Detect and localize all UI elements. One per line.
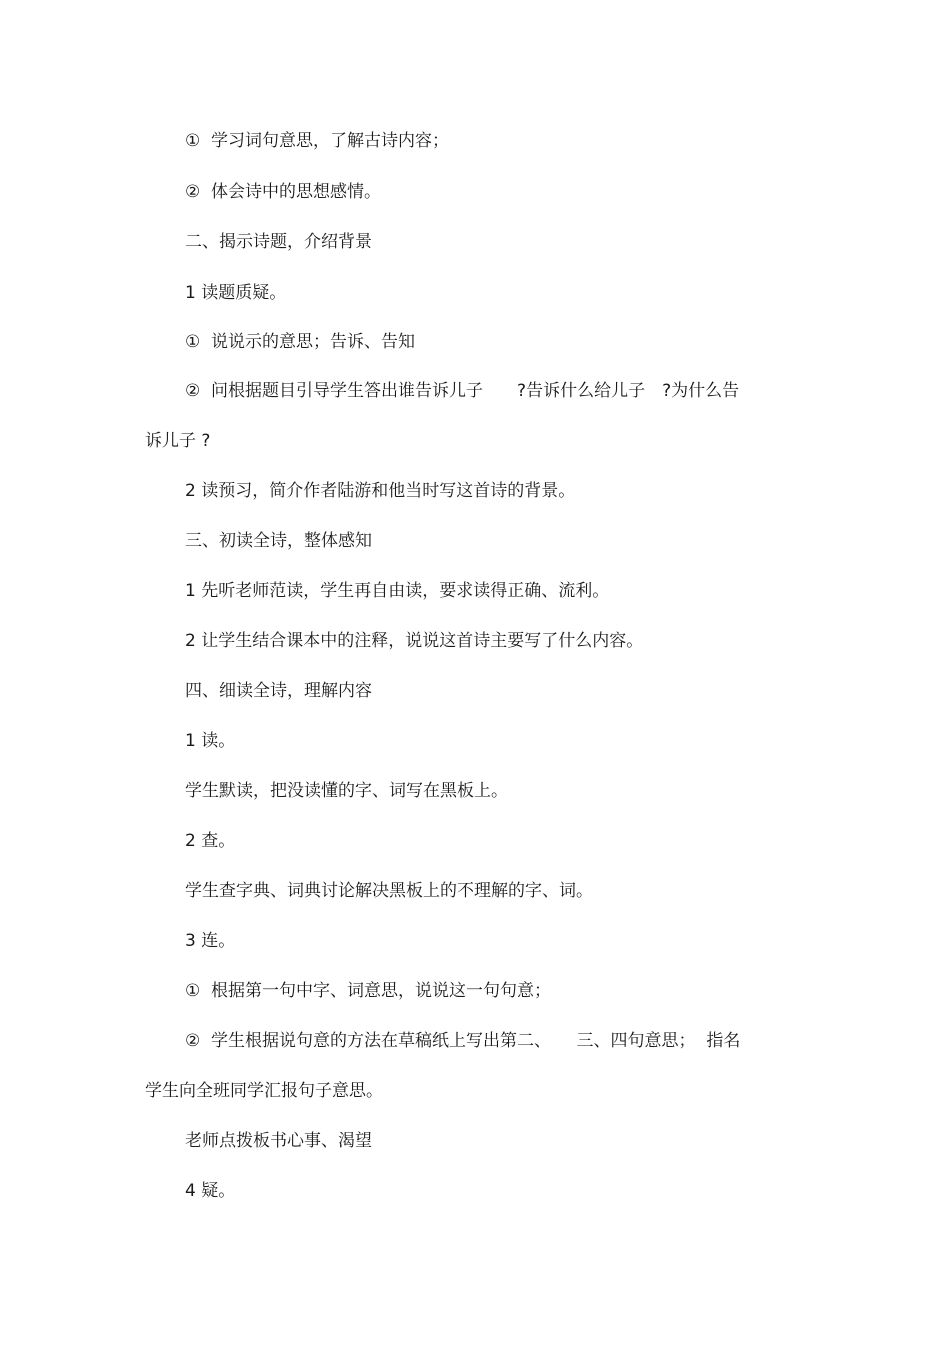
step-4-question: 4 疑。 [185, 1181, 236, 1201]
step-read-title: 1 读题质疑。 [185, 283, 287, 303]
step-preview: 2 读预习，简介作者陆游和他当时写这首诗的背景。 [185, 481, 576, 501]
section-heading-3: 三、初读全诗，整体感知 [185, 531, 372, 551]
section-heading-4: 四、细读全诗，理解内容 [185, 681, 372, 701]
objective-2: ② 体会诗中的思想感情。 [185, 182, 382, 202]
step-2-check: 2 查。 [185, 831, 236, 851]
step-read-title-item-2: ② 问根据题目引导学生答出谁告诉儿子 ?告诉什么给儿子 ?为什么告 [185, 381, 740, 401]
teacher-note: 老师点拨板书心事、渴望 [185, 1131, 372, 1151]
objective-1: ① 学习词句意思，了解古诗内容； [185, 131, 450, 151]
step-3-connect: 3 连。 [185, 931, 236, 951]
step-1-read-detail: 学生默读，把没读懂的字、词写在黑板上。 [185, 781, 508, 801]
step-3-item-2: ② 学生根据说句意的方法在草稿纸上写出第二、 三、四句意思； 指名 [185, 1031, 741, 1051]
step-read-title-item-2-cont: 诉儿子 ? [145, 431, 211, 451]
step-1-read: 1 读。 [185, 731, 236, 751]
step-listen: 1 先听老师范读，学生再自由读，要求读得正确、流利。 [185, 581, 610, 601]
step-read-title-item-1: ① 说说示的意思；告诉、告知 [185, 332, 416, 352]
step-2-check-detail: 学生查字典、词典讨论解决黑板上的不理解的字、词。 [185, 881, 593, 901]
step-notes: 2 让学生结合课本中的注释，说说这首诗主要写了什么内容。 [185, 631, 644, 651]
section-heading-2: 二、揭示诗题，介绍背景 [185, 232, 372, 252]
step-3-item-2-cont: 学生向全班同学汇报句子意思。 [145, 1081, 383, 1101]
step-3-item-1: ① 根据第一句中字、词意思，说说这一句句意； [185, 981, 552, 1001]
